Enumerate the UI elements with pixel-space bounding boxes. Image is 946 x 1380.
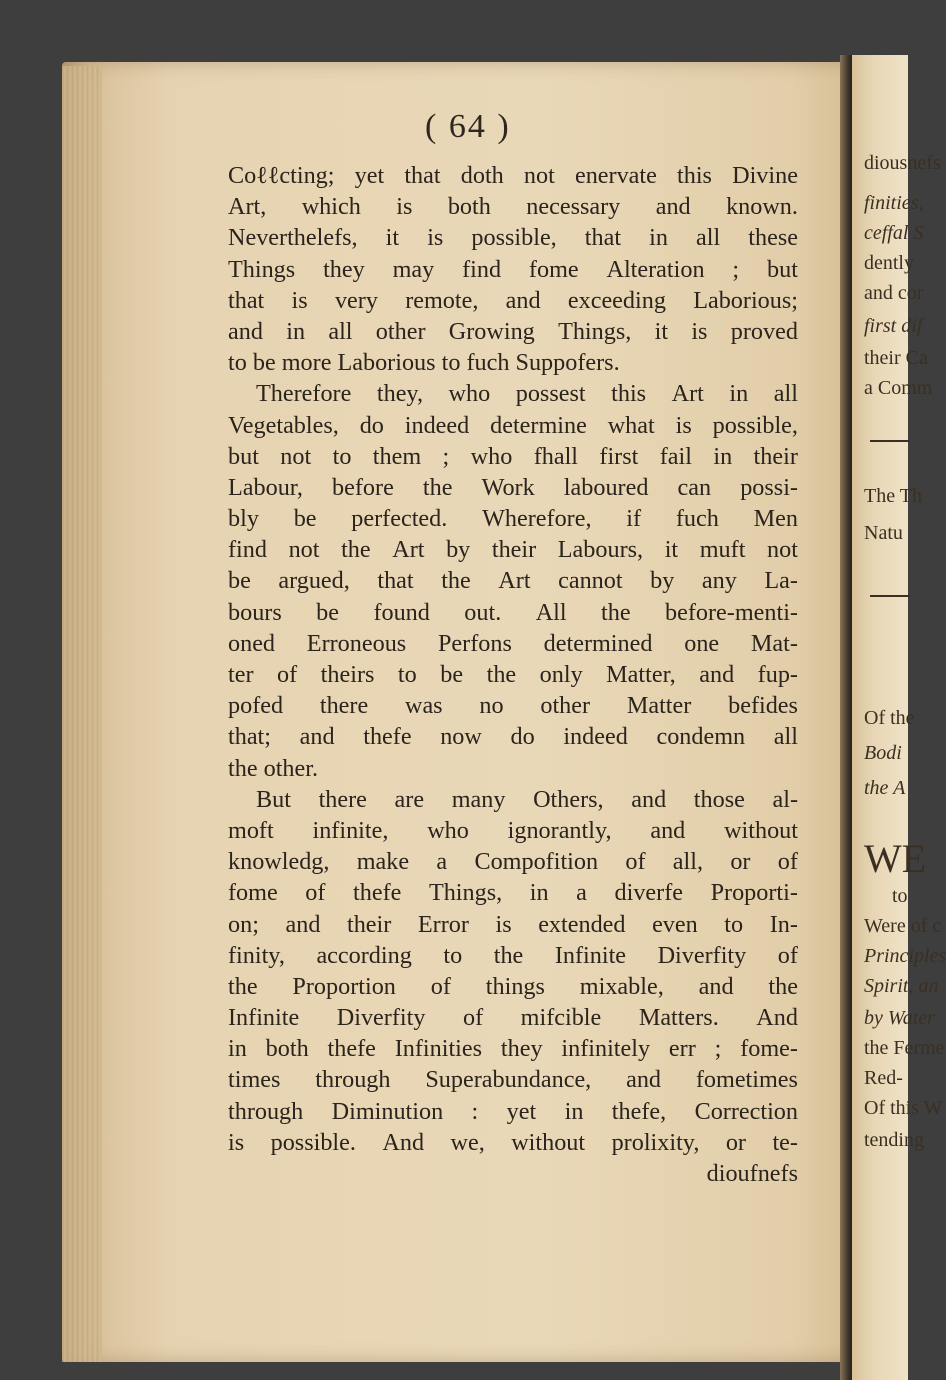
text-line: Neverthelefs, it is possible, that in all these — [228, 224, 798, 252]
facing-text: the A — [864, 777, 906, 799]
facing-text: by Water — [864, 1007, 935, 1029]
text-line: that is very remote, and exceeding Laborious; — [228, 286, 798, 314]
facing-text: Of the — [864, 707, 915, 729]
text-line: times through Superabundance, and fometimes — [228, 1066, 798, 1094]
text-line: that; and thefe now do indeed condemn all — [228, 723, 798, 751]
text-line: pofed there was no other Matter befides — [228, 692, 798, 720]
text-line: ter of theirs to be the only Matter, and fup- — [228, 661, 798, 688]
text-line: oned Erroneous Perfons determined one Mat- — [228, 629, 798, 657]
facing-text: the Ferme — [864, 1037, 945, 1059]
facing-text: diousnefs — [864, 152, 941, 174]
facing-text: WE — [864, 836, 927, 881]
facing-text: to — [892, 885, 908, 907]
text-line: finity, according to the Infinite Diverfity of — [228, 941, 798, 969]
text-line: Cοℓℓcting; yet that doth not enervate this Divine — [228, 162, 798, 189]
text-line: Infinite Diverfity of mifcible Matters. And — [228, 1004, 798, 1032]
facing-text: first dif — [864, 315, 923, 337]
text-line: fome of thefe Things, in a diverfe Proporti- — [228, 879, 798, 907]
facing-text: Principles — [864, 945, 946, 967]
facing-text: dently — [864, 252, 914, 274]
text-line: Vegetables, do indeed determine what is possible, — [228, 411, 798, 439]
facing-text: finities, — [864, 192, 924, 214]
page-number: ( 64 ) — [425, 108, 511, 145]
text-line: Things they may find fome Alteration ; but — [228, 255, 798, 283]
text-line: Art, which is both necessary and known. — [228, 193, 798, 221]
text-line: knowledg, make a Compofition of all, or of — [228, 848, 798, 876]
text-line: in both thefe Infinities they infinitely err ; fome- — [228, 1035, 798, 1063]
text-line: the other. — [228, 754, 319, 782]
facing-text: Bodi — [864, 742, 902, 764]
facing-text: The Th — [864, 485, 922, 507]
body-text — [228, 160, 798, 1189]
facing-text: Spirit, an — [864, 975, 939, 997]
text-line: Labour, before the Work laboured can possi- — [228, 473, 798, 501]
text-line: bly be perfected. Wherefore, if fuch Men — [228, 505, 798, 533]
text-line: but not to them ; who fhall first fail in their — [228, 442, 798, 470]
text-line: But there are many Others, and those al- — [256, 785, 798, 813]
text-line: the Proportion of things mixable, and the — [228, 972, 798, 1000]
text-line: bours be found out. All the before-menti- — [228, 598, 798, 626]
text-line: and in all other Growing Things, it is proved — [228, 317, 798, 345]
text-line: to be more Laborious to fuch Suppofers. — [228, 349, 620, 377]
facing-text: Natu — [864, 522, 903, 544]
facing-text: Of this W — [864, 1097, 943, 1119]
text-line: Therefore they, who possest this Art in all — [256, 380, 798, 408]
text-line: moft infinite, who ignorantly, and without — [228, 816, 798, 844]
page-edges — [62, 66, 102, 1362]
rule — [870, 595, 910, 597]
text-line: be argued, that the Art cannot by any La- — [228, 567, 798, 595]
facing-text: and cor — [864, 282, 924, 304]
facing-text: Were of c — [864, 915, 942, 937]
facing-text: their Ca — [864, 347, 928, 369]
facing-text: a Comm — [864, 377, 933, 399]
text-line: through Diminution : yet in thefe, Correction — [228, 1097, 798, 1125]
text-line: dioufnefs — [706, 1160, 798, 1187]
text-line: is possible. And we, without prolixity, or te- — [228, 1128, 798, 1156]
facing-text: ceffal S — [864, 222, 924, 244]
rule — [870, 440, 910, 442]
facing-page-fragment — [852, 55, 946, 1380]
text-line: on; and their Error is extended even to In- — [228, 910, 798, 938]
facing-text: Red- — [864, 1067, 903, 1089]
text-line: find not the Art by their Labours, it muft not — [228, 536, 798, 564]
facing-text: tending — [864, 1129, 924, 1151]
